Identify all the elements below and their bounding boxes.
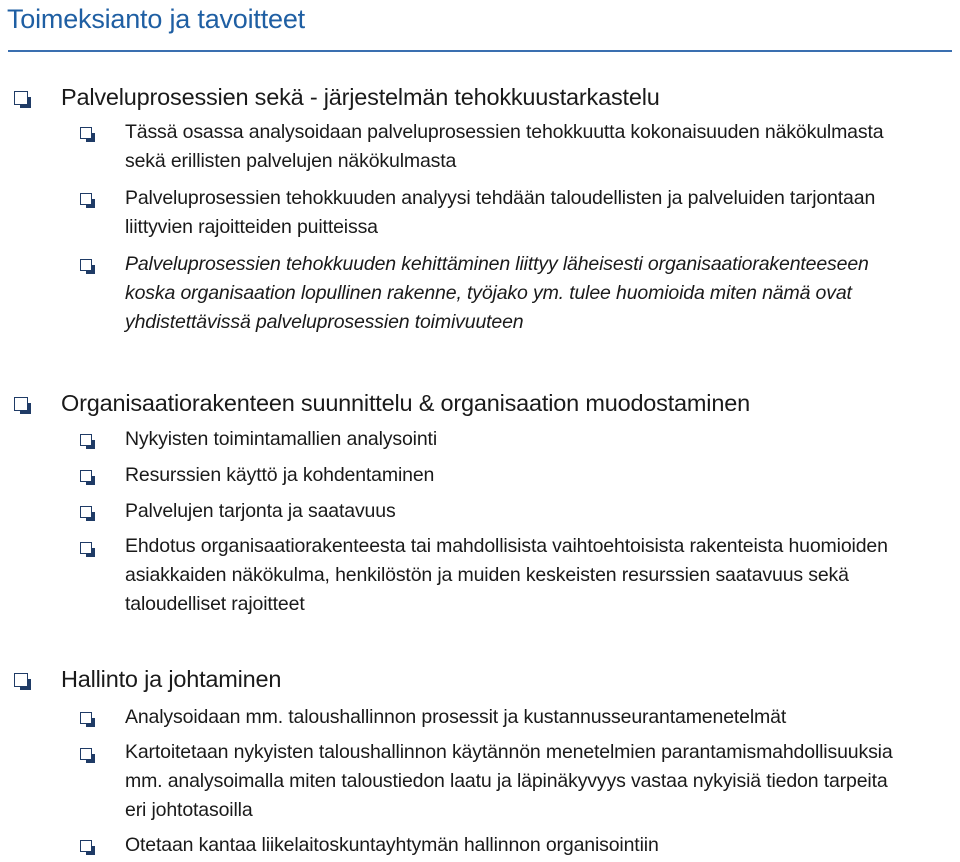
list-item-line: Ehdotus organisaatiorakenteesta tai mahdollisista vaihtoehtoisista rakenteista huomioiden bbox=[125, 535, 888, 557]
checkbox-bullet-icon bbox=[80, 506, 92, 518]
list-item-line: Nykyisten toimintamallien analysointi bbox=[125, 428, 438, 450]
checkbox-bullet-icon bbox=[80, 542, 92, 554]
list-item-line: Palveluprosessien tehokkuuden kehittäminen liittyy läheisesti organisaatiorakenteeseen bbox=[125, 253, 869, 275]
list-item-line: Resurssien käyttö ja kohdentaminen bbox=[125, 464, 435, 486]
list-item-line: koska organisaation lopullinen rakenne, työjako ym. tulee huomioida miten nämä ovat bbox=[125, 282, 852, 304]
list-item-line: sekä erillisten palvelujen näkökulmasta bbox=[125, 150, 457, 172]
checkbox-bullet-icon bbox=[80, 193, 92, 205]
list-item-line: Analysoidaan mm. taloushallinnon prosessit ja kustannusseurantamenetelmät bbox=[125, 706, 787, 728]
checkbox-bullet-icon bbox=[80, 840, 92, 852]
list-item-line: liittyvien rajoitteiden puitteissa bbox=[125, 216, 378, 238]
list-item-line: Palveluprosessien tehokkuuden analyysi tehdään taloudellisten ja palveluiden tarjontaan bbox=[125, 187, 876, 209]
section-heading: Hallinto ja johtaminen bbox=[61, 666, 282, 692]
checkbox-bullet-icon bbox=[80, 470, 92, 482]
list-item-line: taloudelliset rajoitteet bbox=[125, 593, 305, 615]
checkbox-bullet-icon bbox=[80, 712, 92, 724]
checkbox-bullet-icon bbox=[80, 259, 92, 271]
section-heading: Palveluprosessien sekä - järjestelmän tehokkuustarkastelu bbox=[61, 84, 660, 110]
checkbox-bullet-icon bbox=[80, 748, 92, 760]
checkbox-bullet-icon bbox=[80, 434, 92, 446]
checkbox-bullet-icon bbox=[80, 127, 92, 139]
checkbox-bullet-icon bbox=[14, 91, 28, 105]
checkbox-bullet-icon bbox=[14, 673, 28, 687]
list-item-line: Tässä osassa analysoidaan palveluprosessien tehokkuutta kokonaisuuden näkökulmasta bbox=[125, 121, 884, 143]
title-divider bbox=[8, 50, 952, 52]
list-item-line: mm. analysoimalla miten taloustiedon laatu ja läpinäkyvyys vastaa nykyisiä tiedon tarpeita bbox=[125, 770, 888, 792]
list-item-line: asiakkaiden näkökulma, henkilöstön ja muiden keskeisten resurssien saatavuus sekä bbox=[125, 564, 849, 586]
list-item-line: yhdistettävissä palveluprosessien toimivuuteen bbox=[125, 311, 524, 333]
section-heading: Organisaatiorakenteen suunnittelu & organisaation muodostaminen bbox=[61, 390, 750, 416]
list-item-line: Otetaan kantaa liikelaitoskuntayhtymän hallinnon organisointiin bbox=[125, 834, 659, 856]
list-item-line: Kartoitetaan nykyisten taloushallinnon käytännön menetelmien parantamismahdollisuuksia bbox=[125, 741, 893, 763]
checkbox-bullet-icon bbox=[14, 397, 28, 411]
list-item-line: Palvelujen tarjonta ja saatavuus bbox=[125, 500, 396, 522]
slide-title: Toimeksianto ja tavoitteet bbox=[7, 4, 305, 34]
list-item-line: eri johtotasoilla bbox=[125, 799, 253, 821]
